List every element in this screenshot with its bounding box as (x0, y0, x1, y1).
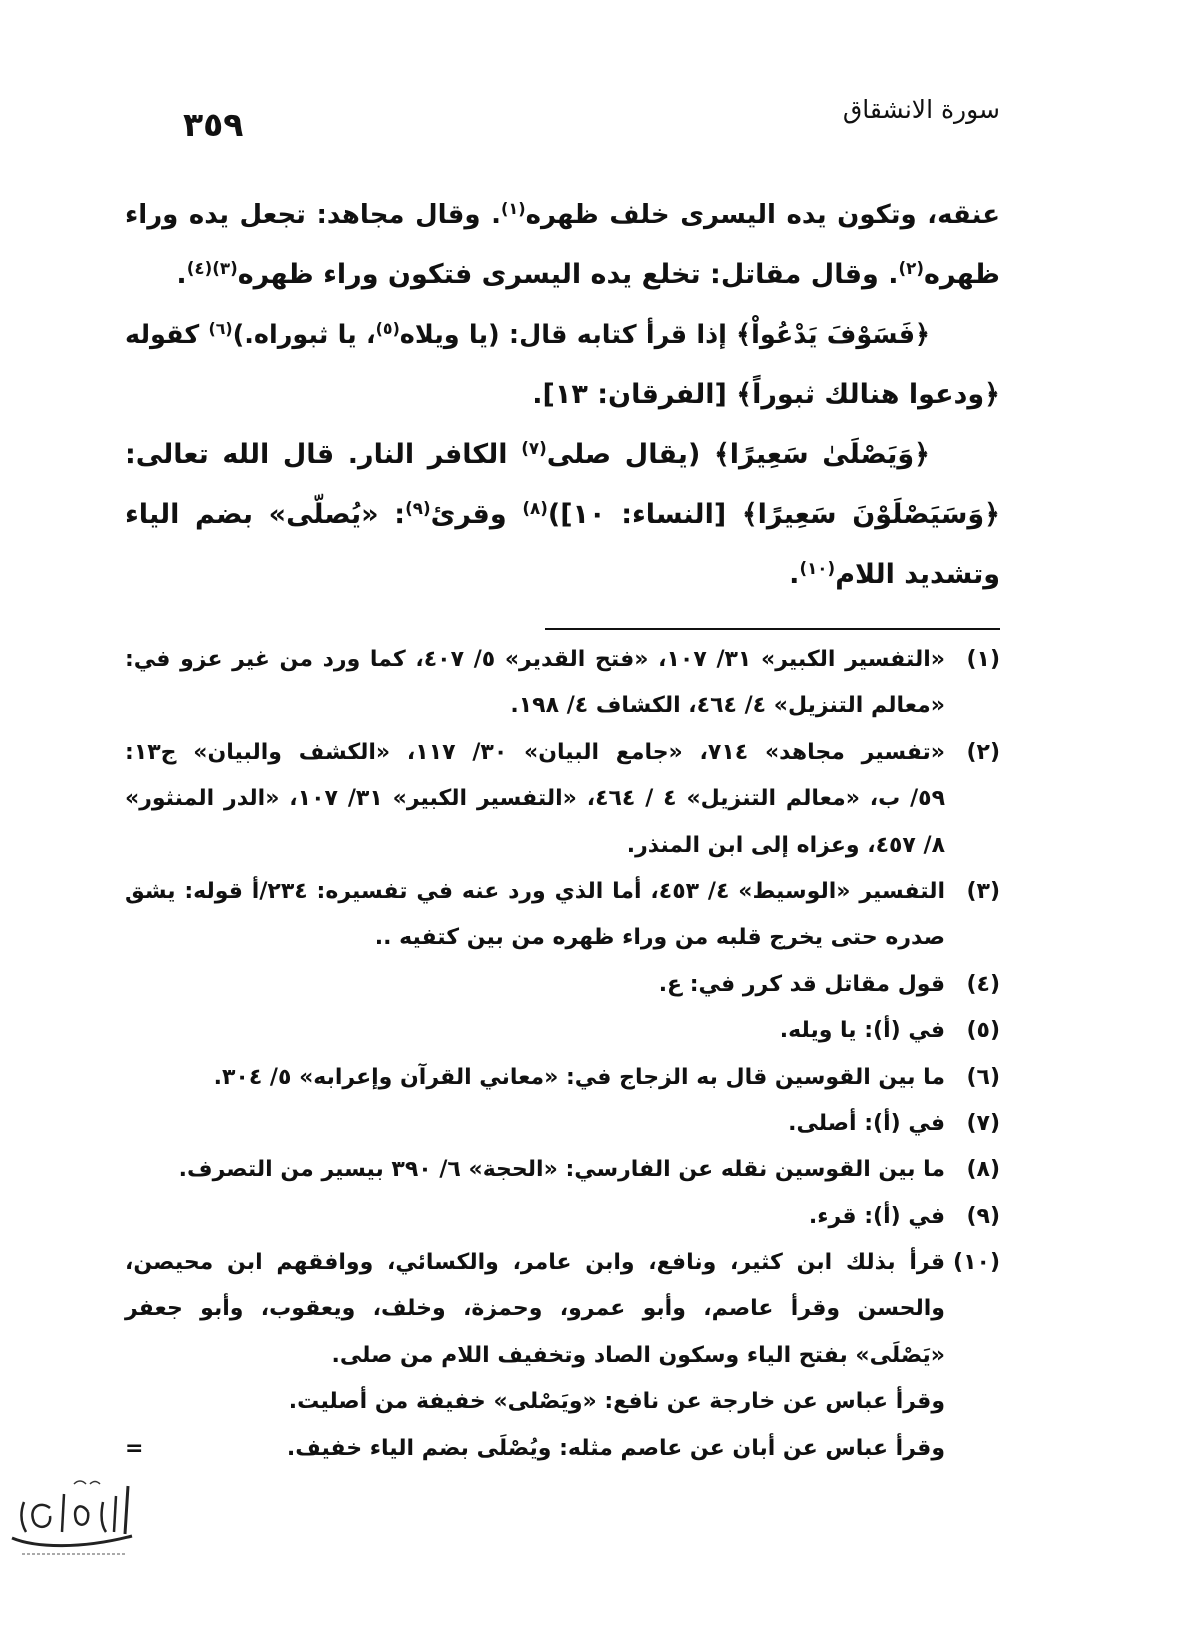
quran-quote: ﴿ودعوا هنالك ثبوراً﴾ [الفرقان: ١٣]. (532, 379, 1000, 410)
text-run: ظهره (924, 259, 1000, 290)
footnote-line: قرأ بذلك ابن كثير، ونافع، وابن عامر، والكسائي، ووافقهم ابن محيصن، (125, 1250, 945, 1276)
footnote-number: (٨) (966, 1157, 1000, 1183)
text-line (125, 425, 1000, 485)
footnote-line: وقرأ عباس عن خارجة عن نافع: «ويَصْلى» خفيفة من أصليت. (288, 1389, 945, 1415)
footnote-number: (٢) (966, 739, 1000, 765)
footnote-text (125, 962, 945, 1008)
text-line (125, 365, 1000, 425)
footnote-line-text: وقرأ عباس عن أبان عن عاصم مثله: ويُصْلَى بضم الياء خفيف. (286, 1435, 945, 1461)
footnote-line: ٥٩/ ب، «معالم التنزيل» ٤ / ٤٦٤، «التفسير الكبير» ٣١/ ١٠٧، «الدر المنثور» (125, 786, 946, 812)
footnote-line: قول مقاتل قد كرر في: ع. (658, 971, 945, 997)
footnote-separator (545, 628, 1000, 630)
footnote-text (125, 1194, 945, 1240)
footnote-number: (٦) (966, 1064, 1000, 1090)
watermark-logo (4, 1472, 144, 1564)
text-run: ﴿وَيَصْلَىٰ سَعِيرًا﴾ (يقال صلى (546, 439, 930, 470)
footnote-line: «تفسير مجاهد» ٧١٤، «جامع البيان» ٣٠/ ١١٧، «الكشف والبيان» ج١٣: (125, 739, 946, 765)
text-run: كقوله (125, 320, 209, 350)
footnote-text (125, 730, 945, 869)
footnote-text (125, 869, 945, 962)
footnote-5 (125, 1008, 1000, 1054)
footnote-3 (125, 869, 1000, 962)
surah-title: سورة الانشقاق (842, 95, 1000, 124)
footnote-text (125, 1240, 945, 1472)
footnote-number: (٧) (966, 1110, 1000, 1136)
text-run: . وقال مقاتل: تخلع يده اليسرى فتكون وراء ظهره (237, 259, 899, 290)
footnote-line: التفسير «الوسيط» ٤/ ٤٥٣، أما الذي ورد عنه في تفسيره: ٢٣٤/أ قوله: يشق (125, 878, 945, 904)
footnote-text (125, 1008, 945, 1054)
footnote-ref: (٦) (208, 319, 233, 339)
text-line (125, 545, 1000, 605)
footnote-ref: (٣)(٤) (186, 257, 238, 278)
main-text (125, 185, 1000, 605)
text-run: ﴿وَسَيَصْلَوْنَ سَعِيرًا﴾ [النساء: ١٠]) (547, 499, 1000, 530)
footnote-line: في (أ): يا ويله. (779, 1018, 945, 1044)
footnote-9 (125, 1194, 1000, 1240)
footnote-4 (125, 962, 1000, 1008)
footnote-number: (٤) (966, 971, 1000, 997)
footnote-text (125, 1147, 945, 1193)
footnote-text (125, 637, 945, 730)
text-line (125, 185, 1000, 245)
footnote-ref: (٨) (522, 497, 548, 518)
footnote-ref: (٢) (898, 257, 924, 278)
footnote-8 (125, 1147, 1000, 1193)
footnote-line: ما بين القوسين قال به الزجاج في: «معاني القرآن وإعرابه» ٥/ ٣٠٤. (213, 1064, 945, 1090)
page-number: ٣٥٩ (183, 105, 244, 144)
footnote-line: في (أ): قرء. (808, 1203, 945, 1229)
text-run: ، يا ثبوراه.) (232, 320, 376, 350)
footnote-ref: (٧) (521, 437, 547, 458)
footnote-10 (125, 1240, 1000, 1472)
footnote-line: «يَصْلَى» بفتح الياء وسكون الصاد وتخفيف اللام من صلى. (331, 1342, 945, 1368)
text-run: وتشديد اللام (835, 559, 1000, 590)
footnote-line: «معالم التنزيل» ٤/ ٤٦٤، الكشاف ٤/ ١٩٨. (510, 693, 945, 719)
text-run: . (176, 259, 187, 290)
footnote-line: «التفسير الكبير» ٣١/ ١٠٧، «فتح القدير» ٥/ ٤٠٧، كما ورد من غير عزو في: (125, 647, 946, 672)
footnotes (125, 637, 1000, 1472)
footnote-ref: (٥) (375, 319, 400, 339)
footnote-2 (125, 730, 1000, 869)
text-line (125, 305, 1000, 365)
footnote-number: (٣) (966, 878, 1000, 904)
continuation-mark: = (125, 1435, 144, 1461)
footnote-number: (١) (966, 647, 1000, 672)
footnote-text (125, 1101, 945, 1147)
footnote-ref: (٩) (405, 497, 431, 518)
footnote-number: (٥) (966, 1018, 1000, 1044)
footnote-number: (٩) (966, 1203, 1000, 1229)
text-run: وقرئ (430, 499, 523, 530)
footnote-1 (125, 637, 1000, 730)
text-line (125, 485, 1000, 545)
footnote-line: والحسن وقرأ عاصم، وأبو عمرو، وحمزة، وخلف، ويعقوب، وأبو جعفر (125, 1296, 945, 1322)
footnote-text (125, 1055, 945, 1101)
text-run: الكافر النار. قال الله تعالى: (125, 439, 522, 470)
footnote-line: صدره حتى يخرج قلبه من وراء ظهره من بين كتفيه .. (374, 925, 945, 951)
footnote-line: في (أ): أصلى. (788, 1110, 945, 1136)
text-run: عنقه، وتكون يده اليسرى خلف ظهره (525, 200, 1000, 230)
footnote-6 (125, 1055, 1000, 1101)
footnote-ref: (١) (501, 199, 526, 219)
footnote-ref: (١٠) (799, 557, 836, 578)
footnote-line: ٨/ ٤٥٧، وعزاه إلى ابن المنذر. (626, 832, 945, 858)
footnote-line (125, 1426, 945, 1472)
footnote-7 (125, 1101, 1000, 1147)
footnote-line: ما بين القوسين نقله عن الفارسي: «الحجة» ٦/ ٣٩٠ بيسير من التصرف. (178, 1157, 945, 1183)
text-run: : «يُصلّى» بضم الياء (125, 499, 406, 530)
text-run: ﴿فَسَوْفَ يَدْعُواْ﴾ إذا قرأ كتابه قال: (يا ويلاه (399, 320, 930, 350)
text-line (125, 245, 1000, 305)
text-run: . (789, 559, 800, 590)
text-run: . وقال مجاهد: تجعل يده وراء (125, 200, 502, 230)
footnote-number: (١٠) (953, 1250, 1000, 1276)
